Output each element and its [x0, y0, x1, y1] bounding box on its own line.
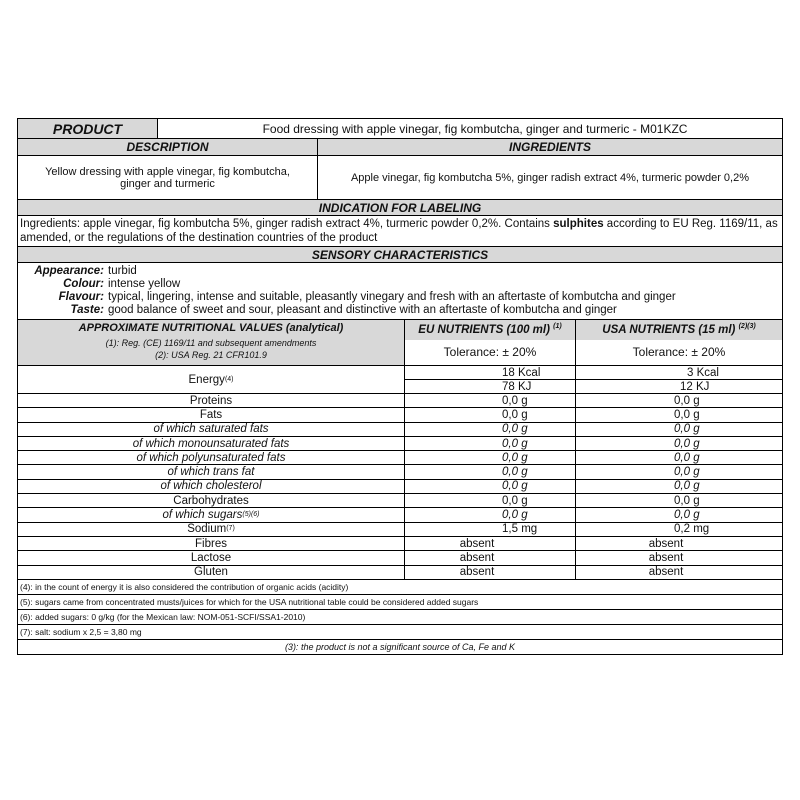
nutrient-eu-value: 0,0 g	[405, 465, 576, 478]
footnote: (6): added sugars: 0 g/kg (for the Mexican law: NOM-051-SCFI/SSA1-2010)	[18, 610, 782, 625]
nutrient-usa-value: absent	[648, 566, 684, 579]
table-row	[18, 566, 782, 580]
eu-header-cell	[405, 320, 576, 365]
sensory-header-row	[18, 247, 782, 263]
table-row	[18, 451, 782, 465]
nutrient-usa-value: 0,0 g	[674, 394, 700, 407]
usa-tolerance: Tolerance: ± 20%	[632, 345, 726, 359]
nutrient-label: Gluten	[18, 566, 405, 579]
nutrition-note-1: (1): Reg. (CE) 1169/11 and subsequent amendments	[105, 338, 317, 348]
nutrient-usa-value: 0,0 g	[674, 466, 700, 479]
table-row	[18, 508, 782, 522]
nutrition-header-row	[18, 320, 782, 366]
nutrient-eu-value: 1,5 mg	[405, 523, 576, 536]
nutrient-label: of which monounsaturated fats	[18, 437, 405, 450]
nutrient-label: of which trans fat	[18, 465, 405, 478]
nutrient-label: Fibres	[18, 537, 405, 550]
nutrition-title-cell	[18, 320, 405, 365]
labeling-content-row	[18, 216, 782, 247]
table-row	[18, 537, 782, 551]
labeling-header-row	[18, 200, 782, 216]
labeling-text: Ingredients: apple vinegar, fig kombutcha 5%, ginger radish extract 4%, turmeric powder 0,2%. Contains sulphites according to EU Reg. 1169/11, as amended, or the regulations of the destination countries of the product	[20, 218, 778, 244]
table-row	[18, 480, 782, 494]
desc-ingr-content-row	[18, 156, 782, 200]
nutrient-eu-value: absent	[405, 566, 576, 579]
ingredients-label: INGREDIENTS	[318, 139, 782, 155]
nutrient-eu-value: 0,0 g	[405, 437, 576, 450]
nutrient-usa-value: 0,0 g	[674, 408, 700, 421]
description-text: Yellow dressing with apple vinegar, fig kombutcha, ginger and turmeric	[18, 156, 318, 199]
absent-rows	[18, 537, 782, 580]
nutrition-note-2: (2): USA Reg. 21 CFR101.9	[155, 350, 267, 360]
nutrient-usa-value: absent	[648, 551, 684, 564]
nutrient-eu-value: 0,0 g	[405, 480, 576, 493]
nutrient-usa-value: 0,0 g	[674, 423, 700, 436]
nutrient-label: Sodium (7)	[18, 523, 405, 536]
footnotes	[18, 580, 782, 640]
table-row	[18, 551, 782, 565]
nutrient-label: of which sugars (5)(6)	[18, 508, 405, 521]
nutrient-label: of which saturated fats	[18, 423, 405, 436]
nutrient-usa-value: 0,2 mg	[674, 523, 710, 536]
nutrient-rows	[18, 394, 782, 537]
product-spec-sheet	[17, 118, 783, 655]
product-row	[18, 119, 782, 139]
nutrient-eu-value: 0,0 g	[405, 423, 576, 436]
nutrient-eu-value: 0,0 g	[405, 494, 576, 507]
nutrient-label: Fats	[18, 408, 405, 421]
nutrient-usa-value: 0,0 g	[674, 480, 700, 493]
usa-title: USA NUTRIENTS (15 ml) $^{(2)(3)}$	[576, 320, 782, 340]
nutrition-title: APPROXIMATE NUTRITIONAL VALUES (analytical)	[78, 322, 344, 334]
sensory-appearance: Appearance: turbid	[34, 265, 137, 277]
nutrient-eu-value: absent	[405, 551, 576, 564]
energy-eu-kcal: 18 Kcal	[405, 366, 575, 380]
sensory-colour: Colour: intense yellow	[63, 278, 181, 290]
nutrient-eu-value: 0,0 g	[405, 394, 576, 407]
energy-usa-kcal: 3 Kcal	[576, 366, 782, 380]
eu-tolerance: Tolerance: ± 20%	[443, 345, 537, 359]
energy-eu-kj: 78 KJ	[502, 380, 532, 393]
nutrient-label: Carbohydrates	[18, 494, 405, 507]
eu-title: EU NUTRIENTS (100 ml) $^{(1)}$	[405, 320, 575, 340]
table-row	[18, 437, 782, 451]
nutrient-eu-value: 0,0 g	[405, 451, 576, 464]
nutrient-usa-value: 0,0 g	[674, 451, 700, 464]
sensory-taste: Taste: good balance of sweet and sour, pleasant and distinctive with an aftertaste of kombutcha and ginger	[70, 304, 617, 316]
nutrient-eu-value: 0,0 g	[405, 408, 576, 421]
nutrient-eu-value: 0,0 g	[405, 508, 576, 521]
table-row	[18, 423, 782, 437]
description-label: DESCRIPTION	[18, 139, 318, 155]
usa-header-cell	[576, 320, 782, 365]
nutrient-label: of which cholesterol	[18, 480, 405, 493]
sensory-label: SENSORY CHARACTERISTICS	[18, 247, 782, 262]
footnote: (4): in the count of energy it is also considered the contribution of organic acids (acidity)	[18, 580, 782, 595]
table-row	[18, 408, 782, 422]
desc-ingr-header-row	[18, 139, 782, 156]
nutrient-usa-value: 0,0 g	[674, 437, 700, 450]
product-name: Food dressing with apple vinegar, fig kombutcha, ginger and turmeric - M01KZC	[262, 121, 688, 136]
sensory-flavour: Flavour: typical, lingering, intense and suitable, pleasantly vinegary and fresh with an aftertaste of kombutcha and ginger	[58, 291, 676, 303]
product-label: PRODUCT	[18, 119, 158, 138]
energy-row	[18, 366, 782, 394]
nutrient-label: of which polyunsaturated fats	[18, 451, 405, 464]
nutrient-usa-value: 0,0 g	[674, 509, 700, 522]
energy-label: Energy (4)	[18, 366, 405, 393]
nutrient-usa-value: absent	[648, 537, 684, 550]
nutrient-usa-value: 0,0 g	[674, 494, 700, 507]
labeling-label: INDICATION FOR LABELING	[18, 200, 782, 215]
energy-usa	[576, 366, 782, 393]
table-row	[18, 465, 782, 479]
table-row	[18, 394, 782, 408]
sensory-content	[18, 263, 782, 320]
footnote: (7): salt: sodium x 2,5 = 3,80 mg	[18, 625, 782, 640]
nutrient-eu-value: absent	[405, 537, 576, 550]
table-row	[18, 523, 782, 537]
table-row	[18, 494, 782, 508]
ingredients-text: Apple vinegar, fig kombutcha 5%, ginger radish extract 4%, turmeric powder 0,2%	[350, 171, 750, 184]
final-note: (3): the product is not a significant source of Ca, Fe and K	[284, 641, 516, 652]
energy-usa-kj: 12 KJ	[680, 380, 710, 393]
nutrient-label: Lactose	[18, 551, 405, 564]
nutrient-label: Proteins	[18, 394, 405, 407]
footnote: (5): sugars came from concentrated musts/juices for which for the USA nutritional table could be considered added sugars	[18, 595, 782, 610]
energy-eu	[405, 366, 576, 393]
